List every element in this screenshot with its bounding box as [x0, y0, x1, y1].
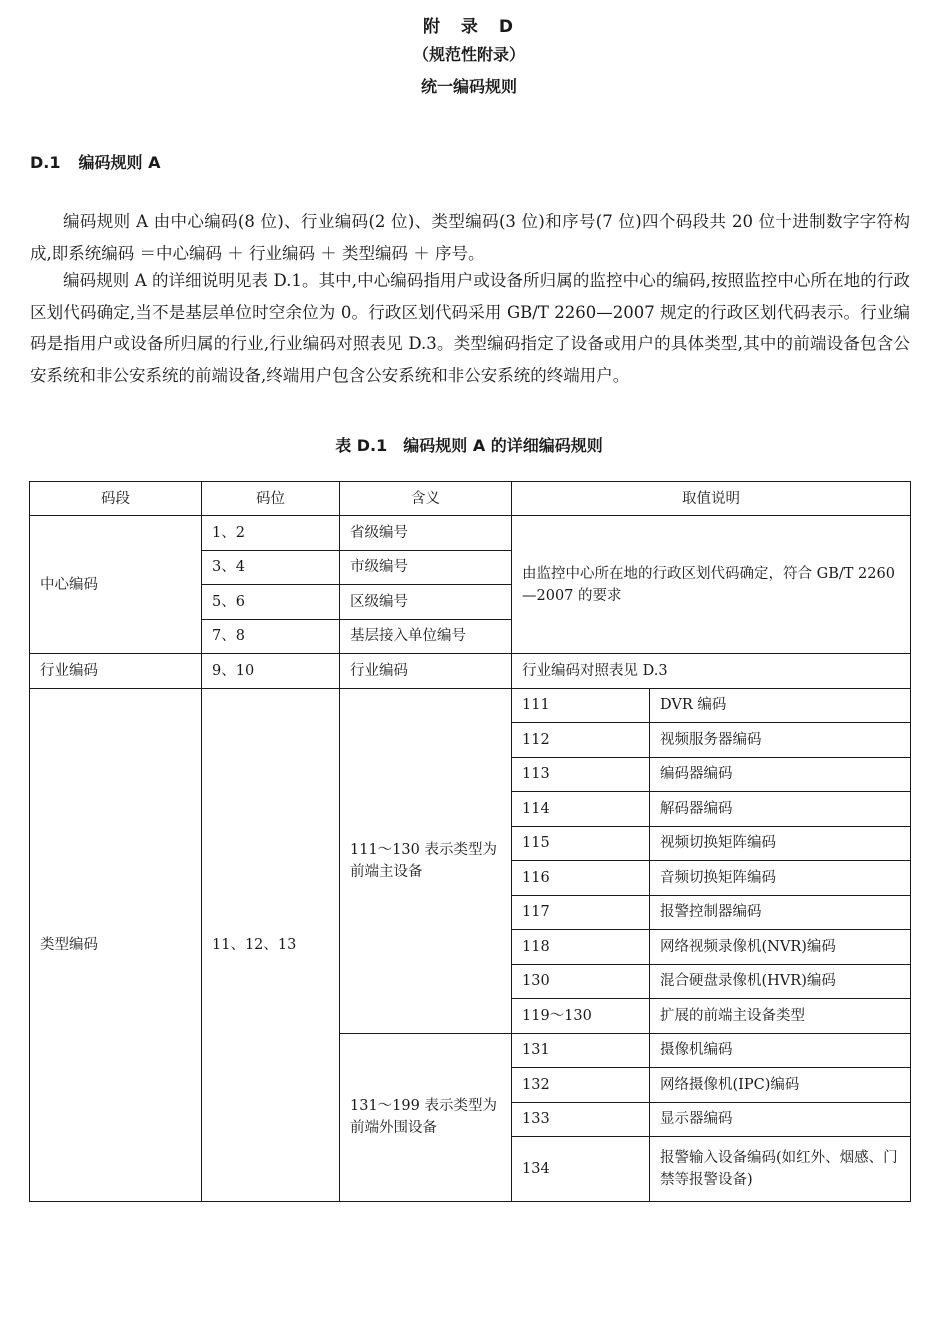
type-code-cell: 130 — [512, 964, 650, 999]
table-row — [30, 688, 911, 723]
column-header: 含义 — [340, 482, 512, 516]
table-header-row — [30, 482, 911, 516]
column-header: 取值说明 — [512, 482, 911, 516]
type-desc-cell: 网络摄像机(IPC)编码 — [650, 1068, 911, 1103]
type-code-cell: 133 — [512, 1102, 650, 1137]
type-code-cell: 111 — [512, 688, 650, 723]
section-heading — [30, 150, 160, 173]
segment-cell: 中心编码 — [30, 516, 202, 654]
position-cell: 3、4 — [202, 550, 340, 585]
type-code-cell: 134 — [512, 1137, 650, 1202]
appendix-title: 附 录 D — [422, 17, 516, 37]
type-desc-cell: 编码器编码 — [650, 757, 911, 792]
table-caption — [0, 433, 938, 456]
type-code-cell: 113 — [512, 757, 650, 792]
type-desc-cell: 网络视频录像机(NVR)编码 — [650, 930, 911, 965]
type-code-cell: 132 — [512, 1068, 650, 1103]
appendix-heading: 统一编码规则 — [420, 77, 517, 96]
type-code-cell: 131 — [512, 1033, 650, 1068]
meaning-cell: 行业编码 — [340, 654, 512, 689]
type-code-cell: 116 — [512, 861, 650, 896]
type-desc-cell: 扩展的前端主设备类型 — [650, 999, 911, 1034]
value-description-cell: 行业编码对照表见 D.3 — [512, 654, 911, 689]
segment-cell: 行业编码 — [30, 654, 202, 689]
table-caption-number: 表 D.1 — [335, 436, 388, 455]
meaning-cell: 区级编号 — [340, 585, 512, 620]
type-desc-cell: 混合硬盘录像机(HVR)编码 — [650, 964, 911, 999]
column-header: 码位 — [202, 482, 340, 516]
meaning-cell: 市级编号 — [340, 550, 512, 585]
position-cell: 11、12、13 — [202, 688, 340, 1202]
type-code-cell: 112 — [512, 723, 650, 758]
section-title: 编码规则 A — [78, 153, 161, 172]
column-header: 码段 — [30, 482, 202, 516]
type-code-cell: 119～130 — [512, 999, 650, 1034]
type-desc-cell: 解码器编码 — [650, 792, 911, 827]
meaning-cell: 111～130 表示类型为前端主设备 — [340, 688, 512, 1033]
paragraph: 编码规则 A 的详细说明见表 D.1。其中,中心编码指用户或设备所归属的监控中心的编码,按照监控中心所在地的行政区划代码确定,当不是基层单位时空余位为 0。行政区划代码采用 GB/T 2260—2007 规定的行政区划代码表示。行业编码是指用户或设备所归属的行业,行业编码对照表见 D.3。类型编码指定了设备或用户的具体类型,其中的前端设备包含公安系统和非公安系统的前端设备,终端用户包含公安系统和非公安系统的终端用户。 — [30, 271, 910, 385]
type-desc-cell: 视频切换矩阵编码 — [650, 826, 911, 861]
position-cell: 1、2 — [202, 516, 340, 551]
table-row — [30, 654, 911, 689]
type-desc-cell: DVR 编码 — [650, 688, 911, 723]
type-desc-cell: 音频切换矩阵编码 — [650, 861, 911, 896]
section-number: D.1 — [30, 153, 61, 172]
type-code-cell: 115 — [512, 826, 650, 861]
coding-rule-table — [29, 481, 911, 1202]
meaning-cell: 131～199 表示类型为前端外围设备 — [340, 1033, 512, 1202]
position-cell: 9、10 — [202, 654, 340, 689]
position-cell: 7、8 — [202, 619, 340, 654]
paragraph: 编码规则 A 由中心编码(8 位)、行业编码(2 位)、类型编码(3 位)和序号(7 位)四个码段共 20 位十进制数字字符构成,即系统编码 ＝中心编码 ＋ 行业编码 ＋ 类型编码 ＋ 序号。 — [30, 212, 910, 263]
value-description-cell: 由监控中心所在地的行政区划代码确定，符合 GB/T 2260—2007 的要求 — [512, 516, 911, 654]
position-cell: 5、6 — [202, 585, 340, 620]
type-desc-cell: 报警控制器编码 — [650, 895, 911, 930]
type-code-cell: 114 — [512, 792, 650, 827]
type-code-cell: 117 — [512, 895, 650, 930]
table-row — [30, 516, 911, 551]
table-caption-title: 编码规则 A 的详细编码规则 — [403, 436, 603, 455]
type-desc-cell: 视频服务器编码 — [650, 723, 911, 758]
type-desc-cell: 摄像机编码 — [650, 1033, 911, 1068]
type-desc-cell: 显示器编码 — [650, 1102, 911, 1137]
segment-cell: 类型编码 — [30, 688, 202, 1202]
type-code-cell: 118 — [512, 930, 650, 965]
meaning-cell: 基层接入单位编号 — [340, 619, 512, 654]
type-desc-cell: 报警输入设备编码(如红外、烟感、门禁等报警设备) — [650, 1137, 911, 1202]
appendix-subtitle: （规范性附录） — [412, 45, 525, 64]
meaning-cell: 省级编号 — [340, 516, 512, 551]
